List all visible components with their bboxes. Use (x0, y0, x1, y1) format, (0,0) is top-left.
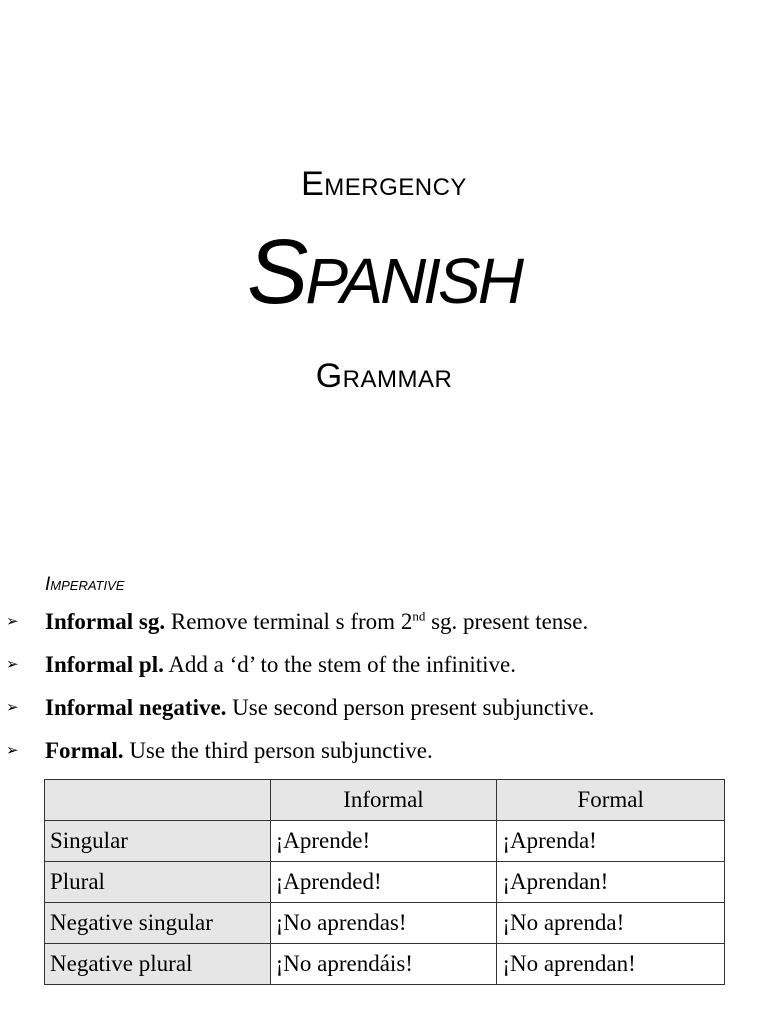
rule-body: Add a ‘d’ to the stem of the infinitive. (163, 652, 517, 677)
table-cell-formal: ¡No aprendan! (497, 944, 725, 985)
table-cell-formal: ¡No aprenda! (497, 903, 725, 944)
arrowhead-bullet-icon: ➢ (6, 743, 19, 759)
table-header-cell-empty (45, 780, 271, 821)
table-cell-informal: ¡No aprendas! (270, 903, 497, 944)
table-header-row (45, 780, 725, 821)
table-row (45, 862, 725, 903)
title-grammar: Grammar (315, 357, 453, 395)
rule-item (0, 647, 768, 690)
row-label: Negative singular (45, 903, 271, 944)
row-label: Plural (45, 862, 271, 903)
title-spanish: Spanish (247, 221, 521, 323)
imperative-rules-list (0, 604, 768, 776)
rule-text (45, 604, 588, 640)
section-heading-imperative: Imperative (45, 574, 125, 595)
rule-term: Informal pl. (45, 652, 164, 677)
table-row (45, 821, 725, 862)
rule-text (45, 733, 433, 769)
table-cell-informal: ¡Aprende! (270, 821, 497, 862)
row-label: Singular (45, 821, 271, 862)
rule-term: Formal. (45, 738, 124, 763)
table-header-informal: Informal (270, 780, 497, 821)
table-cell-formal: ¡Aprenda! (497, 821, 725, 862)
rule-body: Use second person present subjunctive. (226, 695, 595, 720)
rule-body: Use the third person subjunctive. (123, 738, 433, 763)
table-cell-informal: ¡Aprended! (270, 862, 497, 903)
rule-body-end: sg. present tense. (425, 609, 589, 634)
arrowhead-bullet-icon: ➢ (6, 614, 19, 630)
table-row (45, 903, 725, 944)
rule-item (0, 733, 768, 776)
table-header-formal: Formal (497, 780, 725, 821)
rule-superscript: nd (412, 608, 426, 624)
rule-term: Informal negative. (45, 695, 227, 720)
rule-item (0, 690, 768, 733)
rule-text (45, 690, 594, 726)
rule-item (0, 604, 768, 647)
imperative-conjugation-table (44, 779, 725, 985)
row-label: Negative plural (45, 944, 271, 985)
title-emergency: Emergency (301, 165, 467, 203)
rule-term: Informal sg. (45, 609, 166, 634)
table-row (45, 944, 725, 985)
rule-text (45, 647, 516, 683)
arrowhead-bullet-icon: ➢ (6, 657, 19, 673)
table-cell-formal: ¡Aprendan! (497, 862, 725, 903)
rule-body: Remove terminal s from 2 (165, 609, 413, 634)
table-cell-informal: ¡No aprendáis! (270, 944, 497, 985)
arrowhead-bullet-icon: ➢ (6, 700, 19, 716)
